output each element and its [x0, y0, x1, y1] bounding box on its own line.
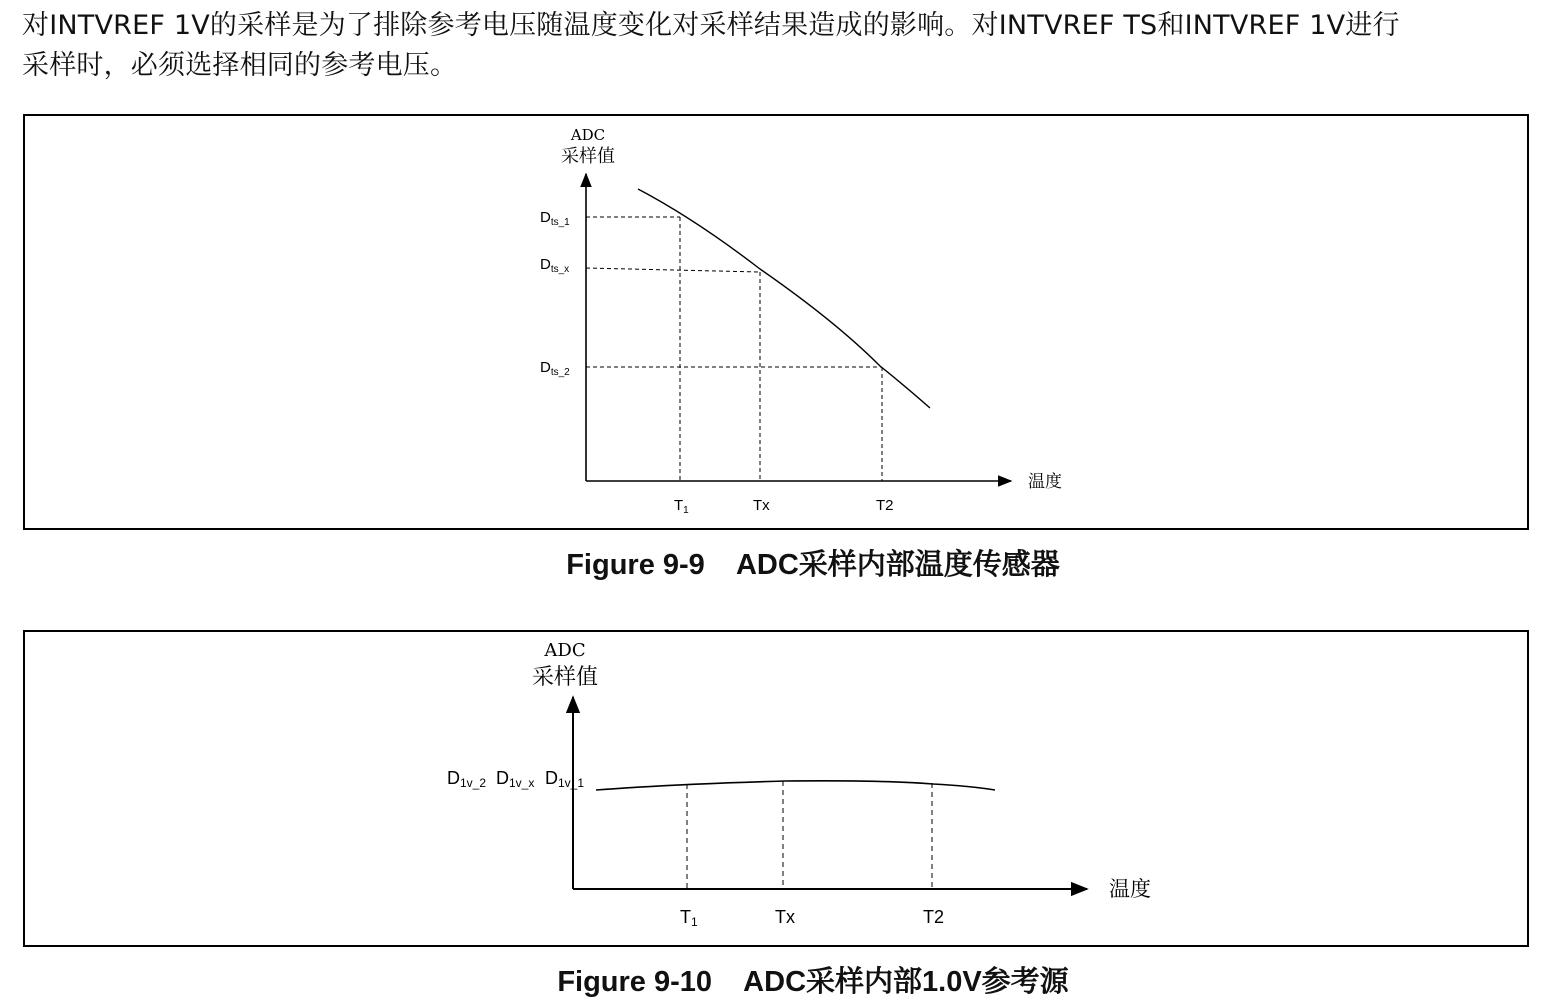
temperature-curve — [638, 189, 930, 408]
x-label-t2: T2 — [876, 497, 894, 514]
x-axis-label: 温度 — [1028, 472, 1062, 492]
x-label-tx: Tx — [753, 497, 770, 514]
x-axis-label: 温度 — [1109, 877, 1151, 901]
y-label-dtsx: $D_{ts\_x}$ — [540, 256, 570, 275]
y-axis-label-line-1: ADC — [544, 640, 586, 661]
y-axis-label-line-2: 采样值 — [561, 146, 615, 167]
figure-9-9-box — [23, 114, 1529, 530]
reference-curve — [596, 781, 995, 790]
y-label-d1vx: D1v_x — [496, 768, 535, 790]
x-label-t2: T2 — [923, 907, 945, 927]
y-label-dts2: $D_{ts\_2}$ — [540, 359, 570, 378]
figure-9-9-caption: Figure 9-9 ADC采样内部温度传感器 — [566, 549, 1060, 581]
x-label-t1: $T_1$ — [674, 497, 689, 516]
intro-line-1: 对INTVREF 1V的采样是为了排除参考电压随温度变化对采样结果造成的影响。对INTVREF TS和INTVREF 1V进行 — [22, 10, 1400, 41]
figure-9-10-plot — [25, 632, 1531, 949]
x-label-t1: T1 — [680, 907, 698, 929]
figure-9-10-box — [23, 630, 1529, 947]
y-label-d1v2: D1v_2 — [447, 768, 487, 790]
x-label-tx: Tx — [775, 907, 795, 927]
y-label-dts1: $D_{ts\_1}$ — [540, 209, 570, 228]
y-axis-label-line-2: 采样值 — [531, 665, 599, 690]
intro-paragraph — [22, 6, 1532, 86]
guide-dtsx-h — [586, 268, 760, 272]
y-axis-label-line-1: ADC — [570, 126, 606, 144]
intro-line-2: 采样时，必须选择相同的参考电压。 — [22, 50, 458, 81]
figure-9-9-plot — [25, 116, 1531, 532]
figure-9-10-caption: Figure 9-10 ADC采样内部1.0V参考源 — [557, 966, 1069, 998]
y-label-d1v1: D1v_1 — [545, 768, 585, 790]
